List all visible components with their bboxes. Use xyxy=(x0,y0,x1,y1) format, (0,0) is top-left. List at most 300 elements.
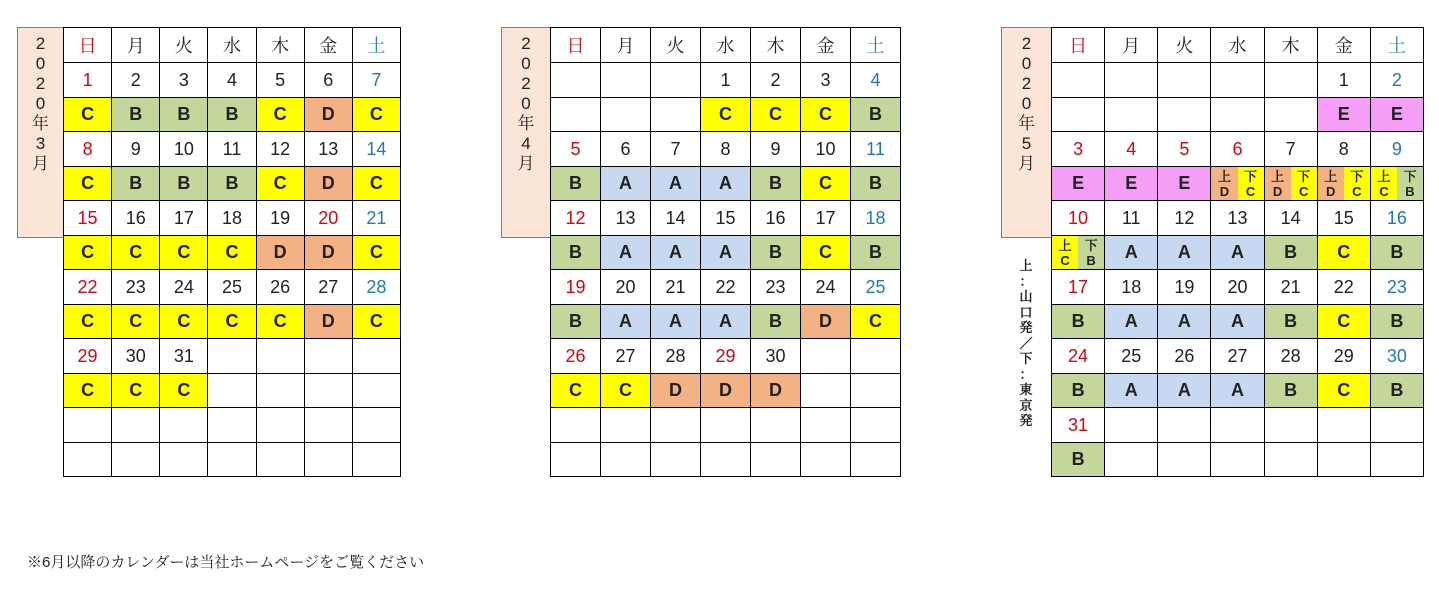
weekday-header: 日 xyxy=(551,28,601,63)
day-number xyxy=(651,408,701,443)
legend-char: 下 xyxy=(1019,351,1033,366)
service-code-cell: A xyxy=(1211,374,1264,408)
service-code-cell xyxy=(352,443,400,477)
service-code-cell: C xyxy=(1317,374,1370,408)
day-number: 2 xyxy=(751,63,801,98)
day-number: 29 xyxy=(64,339,112,374)
service-half: 下 B xyxy=(1078,236,1104,269)
day-number: 19 xyxy=(1158,270,1211,305)
day-number: 2 xyxy=(1370,63,1423,98)
day-number: 12 xyxy=(551,201,601,236)
day-number xyxy=(851,408,901,443)
service-code-cell: D xyxy=(304,167,352,201)
day-number xyxy=(751,408,801,443)
service-code-cell: C xyxy=(112,305,160,339)
service-code-cell: E xyxy=(1370,98,1423,132)
day-number: 26 xyxy=(551,339,601,374)
service-half: 上 C xyxy=(1052,236,1078,269)
day-number: 21 xyxy=(651,270,701,305)
service-code-cell xyxy=(64,443,112,477)
service-code-cell: B xyxy=(1370,305,1423,339)
service-code-cell: A xyxy=(701,236,751,270)
service-code-cell: B xyxy=(208,167,256,201)
day-number: 3 xyxy=(1052,132,1105,167)
service-code-cell: B xyxy=(1370,374,1423,408)
legend-char: ： xyxy=(1019,366,1033,382)
service-code-cell: A xyxy=(1158,236,1211,270)
service-code-cell xyxy=(352,374,400,408)
service-code-cell xyxy=(1158,443,1211,477)
weekday-header: 木 xyxy=(256,28,304,63)
split-service-cell xyxy=(1211,167,1264,201)
service-code-cell: C xyxy=(160,374,208,408)
service-code-cell xyxy=(1264,443,1317,477)
service-code-cell xyxy=(751,443,801,477)
day-number: 11 xyxy=(208,132,256,167)
month-title-char: 月 xyxy=(32,154,49,173)
service-code-cell: C xyxy=(1317,305,1370,339)
service-code-cell xyxy=(1158,98,1211,132)
day-number: 24 xyxy=(801,270,851,305)
service-code-cell: A xyxy=(601,236,651,270)
service-code-cell xyxy=(304,443,352,477)
day-number xyxy=(551,63,601,98)
legend-char: 山 xyxy=(1019,289,1033,304)
day-number: 22 xyxy=(701,270,751,305)
service-code-cell: A xyxy=(601,167,651,201)
service-code-cell: C xyxy=(751,98,801,132)
month-title-char: 0 xyxy=(1021,54,1032,73)
weekday-header: 火 xyxy=(160,28,208,63)
day-number: 16 xyxy=(751,201,801,236)
day-number xyxy=(601,408,651,443)
day-number: 17 xyxy=(1052,270,1105,305)
day-number xyxy=(1264,63,1317,98)
day-number xyxy=(352,408,400,443)
day-number: 28 xyxy=(651,339,701,374)
service-code-cell: D xyxy=(751,374,801,408)
service-code-cell: A xyxy=(1105,305,1158,339)
service-code-cell: B xyxy=(551,305,601,339)
day-number: 23 xyxy=(1370,270,1423,305)
day-number xyxy=(1211,63,1264,98)
service-code-cell: C xyxy=(851,305,901,339)
service-code-cell: C xyxy=(208,236,256,270)
day-number: 4 xyxy=(851,63,901,98)
day-number: 9 xyxy=(112,132,160,167)
weekday-header: 日 xyxy=(64,28,112,63)
day-number xyxy=(1105,63,1158,98)
service-code-cell: C xyxy=(256,167,304,201)
day-number: 31 xyxy=(1052,408,1105,443)
weekday-header: 土 xyxy=(851,28,901,63)
weekday-header: 月 xyxy=(1105,28,1158,63)
service-code-cell: A xyxy=(1105,374,1158,408)
day-number xyxy=(1317,408,1370,443)
day-number: 5 xyxy=(1158,132,1211,167)
day-number: 20 xyxy=(601,270,651,305)
service-code-cell: C xyxy=(352,167,400,201)
service-half: 上 D xyxy=(1318,167,1344,200)
service-code-cell: B xyxy=(1264,305,1317,339)
weekday-header: 水 xyxy=(1211,28,1264,63)
day-number: 28 xyxy=(352,270,400,305)
service-code-cell: B xyxy=(751,167,801,201)
weekday-header: 火 xyxy=(651,28,701,63)
day-number: 22 xyxy=(64,270,112,305)
month-title-april xyxy=(501,27,551,238)
service-code-cell: B xyxy=(851,236,901,270)
day-number: 30 xyxy=(751,339,801,374)
service-code-cell: B xyxy=(1264,236,1317,270)
day-number: 18 xyxy=(851,201,901,236)
day-number xyxy=(601,63,651,98)
day-number: 10 xyxy=(1052,201,1105,236)
service-half: 上 D xyxy=(1211,167,1237,200)
service-code-cell: D xyxy=(701,374,751,408)
service-code-cell: C xyxy=(64,374,112,408)
service-code-cell: E xyxy=(1158,167,1211,201)
service-code-cell: C xyxy=(801,167,851,201)
month-title-char: 5 xyxy=(1021,134,1032,153)
day-number: 12 xyxy=(1158,201,1211,236)
service-code-cell: B xyxy=(208,98,256,132)
service-code-cell: D xyxy=(304,98,352,132)
legend-char: ／ xyxy=(1019,335,1033,351)
month-title-char: 2 xyxy=(1021,74,1032,93)
month-title-char: 月 xyxy=(517,154,535,173)
month-title-char: 年 xyxy=(517,114,535,133)
service-code-cell xyxy=(304,374,352,408)
day-number: 20 xyxy=(304,201,352,236)
day-number: 24 xyxy=(160,270,208,305)
weekday-header: 水 xyxy=(208,28,256,63)
service-code-cell: C xyxy=(352,236,400,270)
day-number: 19 xyxy=(256,201,304,236)
service-code-cell: E xyxy=(1317,98,1370,132)
service-code-cell: C xyxy=(64,236,112,270)
weekday-header: 土 xyxy=(352,28,400,63)
service-code-cell: E xyxy=(1052,167,1105,201)
service-code-cell: C xyxy=(64,98,112,132)
calendar-grid-march xyxy=(63,27,401,477)
service-code-cell: B xyxy=(751,305,801,339)
day-number: 27 xyxy=(1211,339,1264,374)
service-code-cell: B xyxy=(551,167,601,201)
service-code-cell: C xyxy=(64,167,112,201)
service-code-cell: B xyxy=(851,167,901,201)
day-number: 3 xyxy=(801,63,851,98)
day-number: 25 xyxy=(208,270,256,305)
day-number: 8 xyxy=(1317,132,1370,167)
day-number: 26 xyxy=(1158,339,1211,374)
day-number: 17 xyxy=(801,201,851,236)
service-code-cell: B xyxy=(1370,236,1423,270)
day-number xyxy=(1105,408,1158,443)
day-number: 25 xyxy=(1105,339,1158,374)
service-code-cell xyxy=(601,98,651,132)
service-code-cell: C xyxy=(112,374,160,408)
service-code-cell: D xyxy=(801,305,851,339)
weekday-header: 火 xyxy=(1158,28,1211,63)
day-number: 6 xyxy=(1211,132,1264,167)
service-code-cell: A xyxy=(701,167,751,201)
legend-direction-note xyxy=(1016,258,1036,429)
day-number: 22 xyxy=(1317,270,1370,305)
day-number: 24 xyxy=(1052,339,1105,374)
day-number: 6 xyxy=(304,63,352,98)
service-code-cell xyxy=(851,443,901,477)
day-number: 27 xyxy=(601,339,651,374)
day-number: 14 xyxy=(352,132,400,167)
service-code-cell xyxy=(651,443,701,477)
legend-char: 上 xyxy=(1019,258,1033,273)
day-number: 20 xyxy=(1211,270,1264,305)
service-code-cell: C xyxy=(160,305,208,339)
service-half: 上 C xyxy=(1371,167,1397,200)
day-number: 4 xyxy=(208,63,256,98)
day-number xyxy=(851,339,901,374)
day-number: 14 xyxy=(651,201,701,236)
service-code-cell: A xyxy=(1158,374,1211,408)
day-number xyxy=(1370,408,1423,443)
day-number xyxy=(801,339,851,374)
day-number: 1 xyxy=(64,63,112,98)
day-number: 11 xyxy=(1105,201,1158,236)
service-code-cell: A xyxy=(651,236,701,270)
day-number: 8 xyxy=(64,132,112,167)
service-code-cell xyxy=(208,443,256,477)
day-number: 29 xyxy=(701,339,751,374)
weekday-header: 水 xyxy=(701,28,751,63)
service-code-cell xyxy=(160,443,208,477)
day-number xyxy=(1158,408,1211,443)
service-code-cell: C xyxy=(801,98,851,132)
day-number xyxy=(352,339,400,374)
weekday-header: 木 xyxy=(1264,28,1317,63)
day-number: 7 xyxy=(352,63,400,98)
month-title-char: 0 xyxy=(35,54,46,73)
split-service-cell xyxy=(1052,236,1105,270)
month-title-char: 2 xyxy=(521,74,531,93)
day-number: 23 xyxy=(112,270,160,305)
month-title-char: 0 xyxy=(35,94,46,113)
service-code-cell: A xyxy=(701,305,751,339)
day-number: 11 xyxy=(851,132,901,167)
service-code-cell: D xyxy=(304,305,352,339)
service-code-cell: A xyxy=(1211,236,1264,270)
weekday-header: 金 xyxy=(801,28,851,63)
service-code-cell xyxy=(1052,98,1105,132)
month-title-char: 4 xyxy=(521,134,531,153)
legend-char: 発 xyxy=(1019,320,1033,335)
service-code-cell: C xyxy=(112,236,160,270)
service-code-cell: C xyxy=(160,236,208,270)
day-number: 9 xyxy=(1370,132,1423,167)
split-service-cell xyxy=(1370,167,1423,201)
day-number: 10 xyxy=(160,132,208,167)
day-number: 27 xyxy=(304,270,352,305)
service-code-cell: B xyxy=(160,167,208,201)
day-number xyxy=(304,408,352,443)
day-number: 6 xyxy=(601,132,651,167)
day-number: 12 xyxy=(256,132,304,167)
month-title-may xyxy=(1001,27,1052,238)
legend-char: ： xyxy=(1019,273,1033,289)
day-number: 21 xyxy=(1264,270,1317,305)
day-number xyxy=(651,63,701,98)
day-number: 9 xyxy=(751,132,801,167)
day-number: 17 xyxy=(160,201,208,236)
day-number xyxy=(701,408,751,443)
service-code-cell xyxy=(256,443,304,477)
calendar-grid-april xyxy=(550,27,901,477)
service-code-cell: A xyxy=(651,305,701,339)
service-code-cell xyxy=(1370,443,1423,477)
day-number: 10 xyxy=(801,132,851,167)
day-number: 26 xyxy=(256,270,304,305)
service-code-cell: A xyxy=(1158,305,1211,339)
day-number: 7 xyxy=(1264,132,1317,167)
service-code-cell xyxy=(851,374,901,408)
day-number xyxy=(112,408,160,443)
day-number: 29 xyxy=(1317,339,1370,374)
day-number: 1 xyxy=(701,63,751,98)
weekday-header: 月 xyxy=(112,28,160,63)
service-code-cell: B xyxy=(1052,443,1105,477)
month-title-char: 2 xyxy=(35,34,46,53)
day-number: 4 xyxy=(1105,132,1158,167)
service-code-cell: C xyxy=(601,374,651,408)
month-title-char: 2 xyxy=(1021,34,1032,53)
day-number: 13 xyxy=(601,201,651,236)
service-half: 上 D xyxy=(1265,167,1291,200)
day-number: 3 xyxy=(160,63,208,98)
service-code-cell: D xyxy=(304,236,352,270)
day-number xyxy=(208,339,256,374)
service-code-cell: E xyxy=(1105,167,1158,201)
service-code-cell xyxy=(1317,443,1370,477)
day-number: 21 xyxy=(352,201,400,236)
service-half: 下 C xyxy=(1238,167,1264,200)
day-number xyxy=(256,408,304,443)
service-code-cell xyxy=(801,443,851,477)
month-title-char: 0 xyxy=(521,94,531,113)
day-number: 1 xyxy=(1317,63,1370,98)
day-number xyxy=(304,339,352,374)
day-number: 2 xyxy=(112,63,160,98)
day-number: 16 xyxy=(112,201,160,236)
day-number: 5 xyxy=(256,63,304,98)
weekday-header: 木 xyxy=(751,28,801,63)
service-code-cell: B xyxy=(160,98,208,132)
month-title-char: 3 xyxy=(35,134,46,153)
month-title-char: 年 xyxy=(32,114,49,133)
service-code-cell: B xyxy=(551,236,601,270)
service-code-cell: D xyxy=(651,374,701,408)
service-code-cell: B xyxy=(1264,374,1317,408)
service-code-cell xyxy=(551,98,601,132)
service-code-cell xyxy=(1264,98,1317,132)
service-code-cell xyxy=(256,374,304,408)
service-code-cell: C xyxy=(1317,236,1370,270)
service-half: 下 C xyxy=(1344,167,1370,200)
day-number xyxy=(1211,408,1264,443)
service-code-cell xyxy=(701,443,751,477)
legend-char: 京 xyxy=(1019,397,1033,413)
day-number xyxy=(208,408,256,443)
day-number: 18 xyxy=(208,201,256,236)
service-code-cell xyxy=(801,374,851,408)
service-code-cell: B xyxy=(1052,305,1105,339)
day-number: 25 xyxy=(851,270,901,305)
service-half: 下 B xyxy=(1397,167,1423,200)
day-number xyxy=(801,408,851,443)
weekday-header: 月 xyxy=(601,28,651,63)
footnote: ※6月以降のカレンダーは当社ホームページをご覧ください xyxy=(27,554,425,571)
day-number: 15 xyxy=(64,201,112,236)
service-code-cell: C xyxy=(352,98,400,132)
calendar-grid-may xyxy=(1051,27,1424,477)
service-code-cell: B xyxy=(751,236,801,270)
weekday-header: 土 xyxy=(1370,28,1423,63)
service-code-cell: A xyxy=(1105,236,1158,270)
day-number xyxy=(160,408,208,443)
day-number xyxy=(1158,63,1211,98)
day-number xyxy=(1052,63,1105,98)
service-code-cell: B xyxy=(851,98,901,132)
legend-char: 発 xyxy=(1019,413,1033,428)
service-code-cell: C xyxy=(801,236,851,270)
month-title-char: 月 xyxy=(1018,154,1035,173)
day-number: 13 xyxy=(304,132,352,167)
month-title-char: 0 xyxy=(521,54,531,73)
month-title-char: 年 xyxy=(1018,114,1035,133)
day-number: 14 xyxy=(1264,201,1317,236)
weekday-header: 日 xyxy=(1052,28,1105,63)
service-code-cell xyxy=(112,443,160,477)
service-code-cell: C xyxy=(208,305,256,339)
day-number: 28 xyxy=(1264,339,1317,374)
service-half: 下 C xyxy=(1291,167,1317,200)
day-number: 30 xyxy=(112,339,160,374)
day-number: 13 xyxy=(1211,201,1264,236)
day-number xyxy=(551,408,601,443)
weekday-header: 金 xyxy=(304,28,352,63)
month-title-char: 2 xyxy=(35,74,46,93)
weekday-header: 金 xyxy=(1317,28,1370,63)
day-number: 16 xyxy=(1370,201,1423,236)
day-number: 19 xyxy=(551,270,601,305)
day-number xyxy=(64,408,112,443)
day-number: 15 xyxy=(701,201,751,236)
service-code-cell: C xyxy=(64,305,112,339)
split-service-cell xyxy=(1264,167,1317,201)
service-code-cell: C xyxy=(256,98,304,132)
service-code-cell: C xyxy=(701,98,751,132)
day-number: 23 xyxy=(751,270,801,305)
service-code-cell xyxy=(551,443,601,477)
service-code-cell xyxy=(601,443,651,477)
service-code-cell: A xyxy=(651,167,701,201)
month-title-march xyxy=(17,27,64,238)
service-code-cell xyxy=(1211,98,1264,132)
day-number: 31 xyxy=(160,339,208,374)
service-code-cell xyxy=(651,98,701,132)
day-number: 15 xyxy=(1317,201,1370,236)
service-code-cell: C xyxy=(352,305,400,339)
legend-char: 口 xyxy=(1019,304,1033,320)
